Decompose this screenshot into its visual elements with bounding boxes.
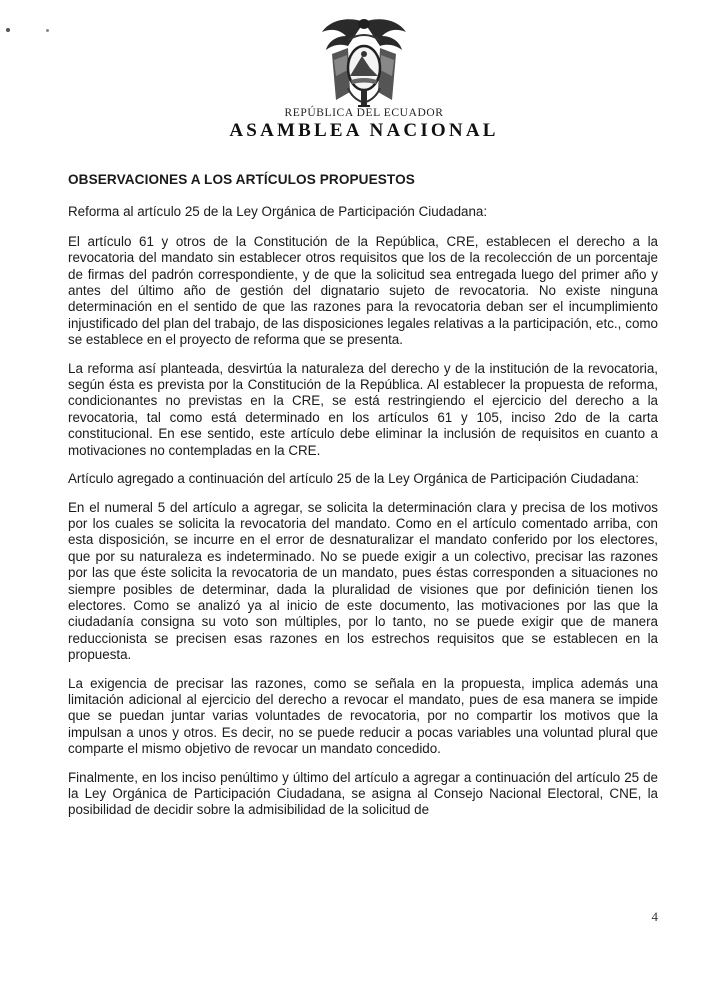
paragraph: Artículo agregado a continuación del artículo 25 de la Ley Orgánica de Participación Ciudadana:	[68, 471, 639, 487]
letterhead	[0, 0, 728, 150]
paragraph: La exigencia de precisar las razones, como se señala en la propuesta, implica además una limitación adicional al ejercicio del derecho a revocar el mandato, pues de esa manera se impide que se puedan juntar varias voluntades de revocatoria, por no compartir los motivos que la impulsan a unos y otros. Es decir, no se puede reducir a pocas variables una voluntad plural que comparte el mismo objetivo de revocar un mandato concedido.	[68, 675, 658, 757]
republic-label: REPÚBLICA DEL ECUADOR	[284, 107, 444, 119]
paragraph: La reforma así planteada, desvirtúa la naturaleza del derecho y de la institución de la revocatoria, según ésta es prevista por la Constitución de la República. Al establecer la propuesta de reforma, condicionantes no previstas en la CRE, se está restringiendo el ejercicio del derecho a la revocatoria, tal como está determinado en los artículos 61 y 105, inciso 2do de la carta constitucional. En ese sentido, este artículo debe eliminar la inclusión de requisitos en cuanto a motivaciones no contempladas en la CRE.	[68, 360, 658, 458]
page-number: 4	[651, 909, 658, 924]
paragraph: Reforma al artículo 25 de la Ley Orgánica de Participación Ciudadana:	[68, 204, 488, 220]
ecuador-coat-of-arms-icon	[318, 14, 410, 110]
section-heading: OBSERVACIONES A LOS ARTÍCULOS PROPUESTOS	[68, 172, 415, 187]
paragraph: En el numeral 5 del artículo a agregar, se solicita la determinación clara y precisa de los motivos por los cuales se solicita la revocatoria del mandato. Como en el artículo comentado arriba, con esta disposición, se incurre en el error de desnaturalizar el mandato conferido por los electores, que por su naturaleza es indeterminado. No se puede exigir a un colectivo, precisar las razones por las que éste solicita la revocatoria de un mandato, pues éstas corresponden a situaciones no siempre posibles de determinar, dada la pluralidad de visiones que por definición tienen los electores. Como se analizó ya al inicio de este documento, las motivaciones por las que la ciudadanía consigna su voto son múltiples, por lo tanto, no se puede exigir que de manera reduccionista se precisen esas razones en los estrechos requisitos que se establecen en la propuesta.	[68, 499, 658, 663]
paragraph: Finalmente, en los inciso penúltimo y último del artículo a agregar a continuación del artículo 25 de la Ley Orgánica de Participación Ciudadana, se asigna al Consejo Nacional Electoral, CNE, la posibilidad de decidir sobre la admisibilidad de la solicitud de	[68, 769, 658, 818]
paragraph: El artículo 61 y otros de la Constitución de la República, CRE, establecen el derecho a la revocatoria del mandato sin establecer otros requisitos que los de la recolección de un porcentaje de firmas del padrón correspondiente, y de que la solicitud sea entregada luego del primer año y antes del último año de gestión del dignatario sujeto de revocatoria. No existe ninguna determinación en el sentido de que las razones para la revocatoria deban ser el incumplimiento injustificado del plan del trabajo, de las disposiciones legales relativas a la participación, etc., como se establece en el proyecto de reforma que se presenta.	[68, 233, 658, 348]
institution-name: ASAMBLEA NACIONAL	[229, 120, 499, 141]
document-body	[68, 162, 658, 831]
